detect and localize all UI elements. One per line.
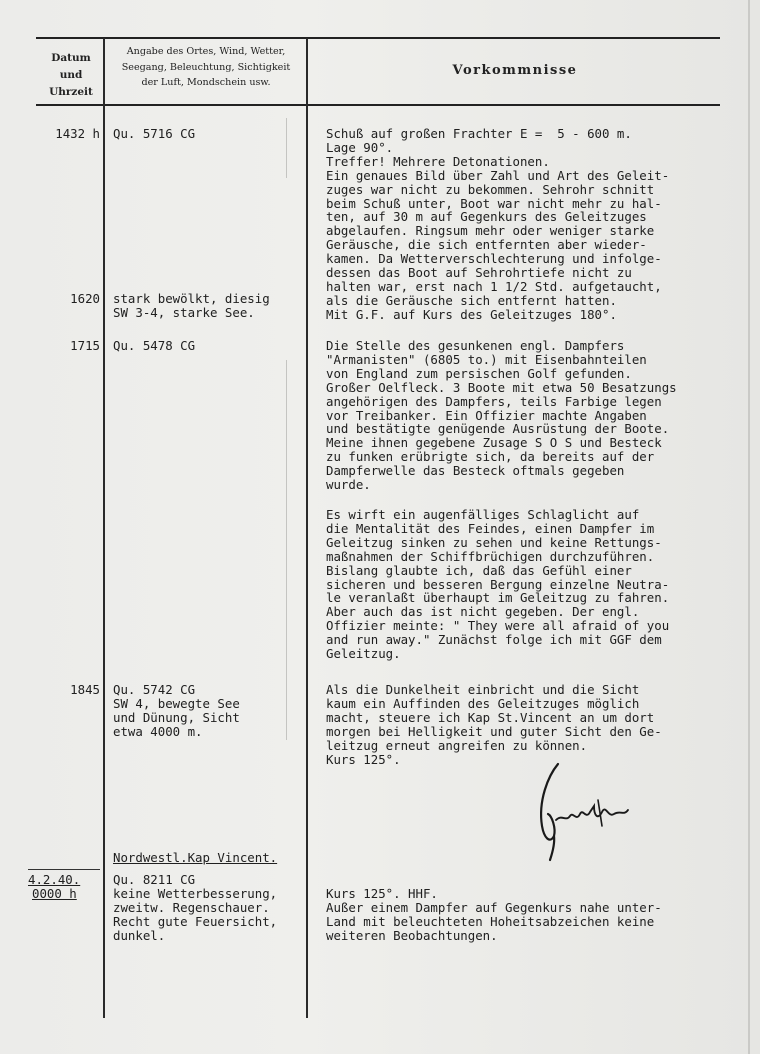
entry-text: Kurs 125°. HHF. Außer einem Dampfer auf Gegenkurs nahe unter- Land mit beleuchteten Hoheitsabzeichen keine weiteren Beobachtungen. bbox=[326, 886, 662, 943]
entry-text: Als die Dunkelheit einbricht und die Sicht kaum ein Auffinden des Geleitzuges möglich macht, steuere ich Kap St.Vincent an um dort morgen bei Helligkeit und guter Sicht den Ge- leitzug erneut angreifen zu können. Kurs 125°. bbox=[326, 682, 662, 767]
place-column-divider bbox=[306, 38, 308, 1018]
date-underline bbox=[28, 869, 100, 870]
header-bottom-rule bbox=[36, 104, 720, 106]
paper-fold-mark bbox=[286, 360, 287, 740]
entry-time: 0000 h bbox=[32, 886, 77, 901]
entry-time: 1620 bbox=[70, 291, 100, 306]
entry-text: Die Stelle des gesunkenen engl. Dampfers "Armanisten" (6805 to.) mit Eisenbahnteilen von England zum persischen Golf gefunden. Großer Oelfleck. 3 Boote mit etwa 50 Besatzungs angehörigen des Dampfers, teils Farbige legen vor Treibanker. Ein Offizier machte Angaben und bestätigte genügende Ausrüstung der Boote. Meine ihnen gegebene Zusage S O S und Besteck zu funken erübrigte sich, da bereits auf der Dampferwelle das Besteck oftmals gegeben wurde. bbox=[326, 338, 677, 493]
entry-place: Qu. 5716 CG bbox=[113, 126, 196, 141]
entry-place: stark bewölkt, diesig SW 3-4, starke See. bbox=[113, 291, 270, 320]
place-weather-column-header: Angabe des Ortes, Wind, Wetter, Seegang, Beleuchtung, Sichtigkeit der Luft, Mondschein usw. bbox=[121, 46, 291, 88]
page-edge-shadow bbox=[748, 0, 750, 1054]
date-time-column-header: Datum und Uhrzeit bbox=[49, 52, 93, 98]
entry-time: 1432 h bbox=[55, 126, 100, 141]
events-column-header: Vorkommnisse bbox=[452, 63, 578, 78]
table-top-rule bbox=[36, 37, 720, 39]
entry-text: halten war, erst nach 1 1/2 Std. aufgetaucht, als die Geräusche sich entfernt hatten. Mit G.F. auf Kurs des Geleitzuges 180°. bbox=[326, 279, 662, 322]
date-column-divider bbox=[103, 38, 105, 1018]
entry-text: Schuß auf großen Frachter E = 5 - 600 m. Lage 90°. Treffer! Mehrere Detonationen. Ein genaues Bild über Zahl und Art des Geleit- zuges war nicht zu bekommen. Sehrohr schnitt beim Schuß unter, Boot war nicht mehr zu hal- ten, auf 30 m auf Gegenkurs des Geleitzuges abgelaufen. Ringsum mehr oder weniger starke Geräusche, die sich entfernten aber wieder- kamen. Da Wetterverschlechterung und infolge- dessen das Boot auf Sehrohrtiefe nicht zu bbox=[326, 126, 670, 281]
paper-fold-mark bbox=[286, 118, 287, 178]
entry-place: Qu. 8211 CG keine Wetterbesserung, zweitw. Regenschauer. Recht gute Feuersicht, dunkel. bbox=[113, 872, 278, 943]
entry-time: 1845 bbox=[70, 682, 100, 697]
entry-place: Qu. 5742 CG SW 4, bewegte See und Dünung, Sicht etwa 4000 m. bbox=[113, 682, 240, 739]
location-heading: Nordwestl.Kap Vincent. bbox=[113, 850, 278, 865]
entry-date: 4.2.40. bbox=[28, 872, 81, 887]
entry-place: Qu. 5478 CG bbox=[113, 338, 196, 353]
commander-signature bbox=[528, 756, 638, 862]
entry-text: Es wirft ein augenfälliges Schlaglicht auf die Mentalität des Feindes, einen Dampfer im Geleitzug sinken zu sehen und keine Rettungs- maßnahmen der Schiffbrüchigen durchzuführen. Bislang glaubte ich, daß das Gefühl einer sicheren und besseren Bergung einzelne Neutra- le veranlaßt überhaupt im Geleitzug zu fahren. Aber auch das ist nicht gegeben. Der engl. Offizier meinte: " They were all afraid of you and run away." Zunächst folge ich mit GGF dem Geleitzug. bbox=[326, 507, 670, 662]
entry-time: 1715 bbox=[70, 338, 100, 353]
